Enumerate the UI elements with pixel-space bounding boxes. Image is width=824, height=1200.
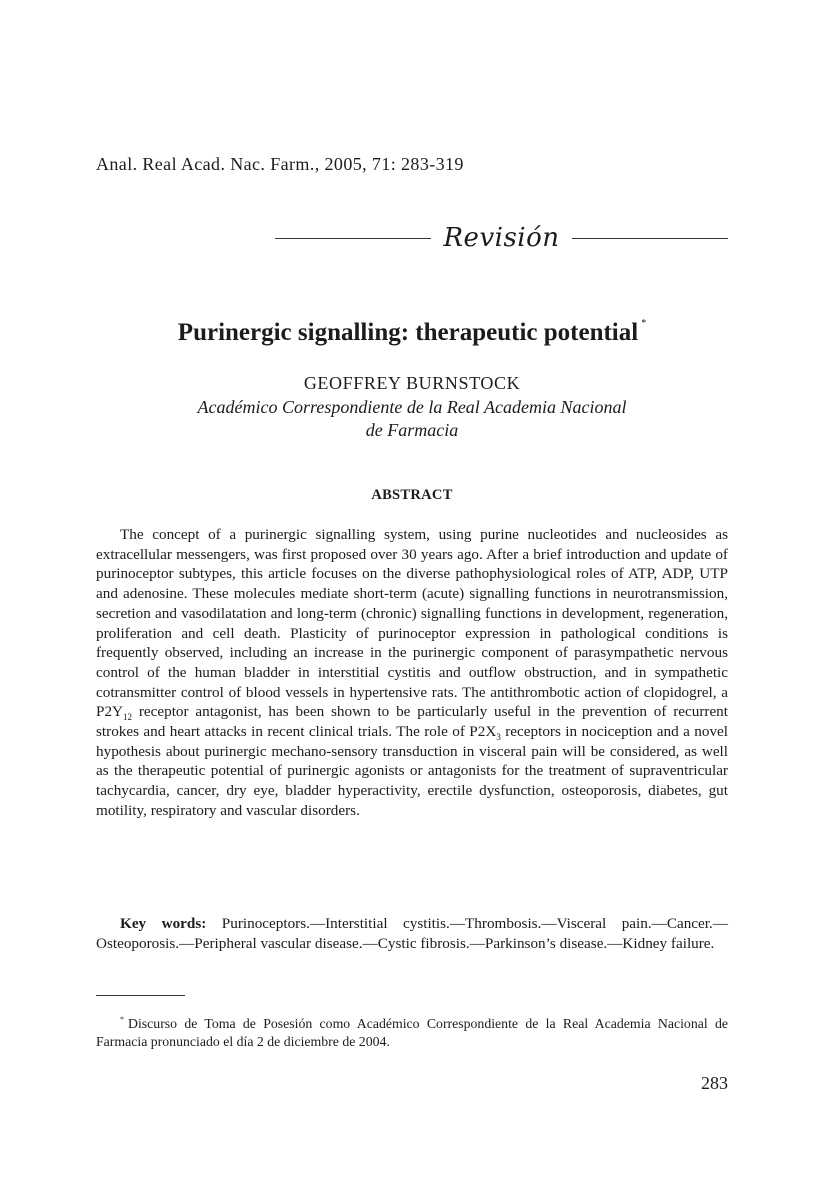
keywords-paragraph — [96, 914, 728, 953]
footnote-text: Discurso de Toma de Posesión como Académico Correspondiente de la Real Academia Nacional de Farmacia pronunciado el día 2 de diciembre de 2004. — [96, 1016, 728, 1049]
author-name: GEOFFREY BURNSTOCK — [303, 373, 521, 393]
abstract-body — [96, 525, 728, 821]
abstract-text: The concept of a purinergic signalling system, using purine nucleotides and nucleosides as extracellular messengers, was first proposed over 30 years ago. After a brief introduction and update of purinoceptor subtypes, this article focuses on the diverse pathophysiological roles of ATP, ADP, UTP and adenosine. These molecules mediate short-term (acute) signalling functions in neurotransmission, secretion and vasodilatation and long-term (chronic) signalling functions in development, regeneration, proliferation and cell death. Plasticity of purinoceptor expression in pathological conditions is frequently observed, including an increase in the purinergic component of parasympathetic nervous control of the human bladder in interstitial cystitis and outflow obstruction, and in sympathetic cotransmitter control of blood vessels in hypertensive rats. The antithrombotic action of clopidogrel, a P2Y — [96, 526, 728, 721]
subscript: 3 — [496, 732, 501, 743]
abstract-text: receptors in nociception and a novel hypothesis about purinergic mechano-sensory transduction in visceral pain will be considered, as well as the therapeutic potential of purinergic agonists or antagonists for the treatment of supraventricular tachycardia, cancer, dry eye, bladder hyperactivity, erectile dysfunction, osteoporosis, diabetes, gut motility, respiratory and vascular disorders. — [96, 723, 728, 819]
affiliation-line: Académico Correspondiente de la Real Academia Nacional — [197, 397, 627, 417]
section-rule-left — [275, 238, 431, 239]
page-number: 283 — [701, 1073, 728, 1093]
abstract-text: receptor antagonist, has been shown to be particularly useful in the prevention of recurrent strokes and heart attacks in recent clinical trials. The role of P2X — [96, 703, 728, 741]
footnote-divider — [96, 995, 185, 996]
section-rule-right — [572, 238, 728, 239]
journal-reference: Anal. Real Acad. Nac. Farm., 2005, 71: 283-319 — [96, 154, 464, 174]
article-title — [0, 318, 824, 347]
footnote-mark: * — [120, 1015, 124, 1024]
keywords-text: Purinoceptors.—Interstitial cystitis.—Thrombosis.—Visceral pain.—Cancer.—Osteoporosis.—Peripheral vascular disease.—Cystic fibrosis.—Parkinson’s disease.—Kidney failure. — [96, 915, 728, 952]
title-footnote-mark: * — [641, 318, 647, 329]
section-label: Revisión — [443, 223, 560, 253]
keywords-label: Key words: — [120, 915, 207, 932]
abstract-heading: ABSTRACT — [371, 487, 453, 503]
footnote — [96, 1011, 728, 1051]
affiliation-line: de Farmacia — [365, 420, 459, 440]
author-affiliation — [0, 396, 824, 442]
section-banner — [275, 220, 728, 256]
subscript: 12 — [123, 712, 133, 723]
article-title-text: Purinergic signalling: therapeutic potential — [177, 319, 639, 346]
